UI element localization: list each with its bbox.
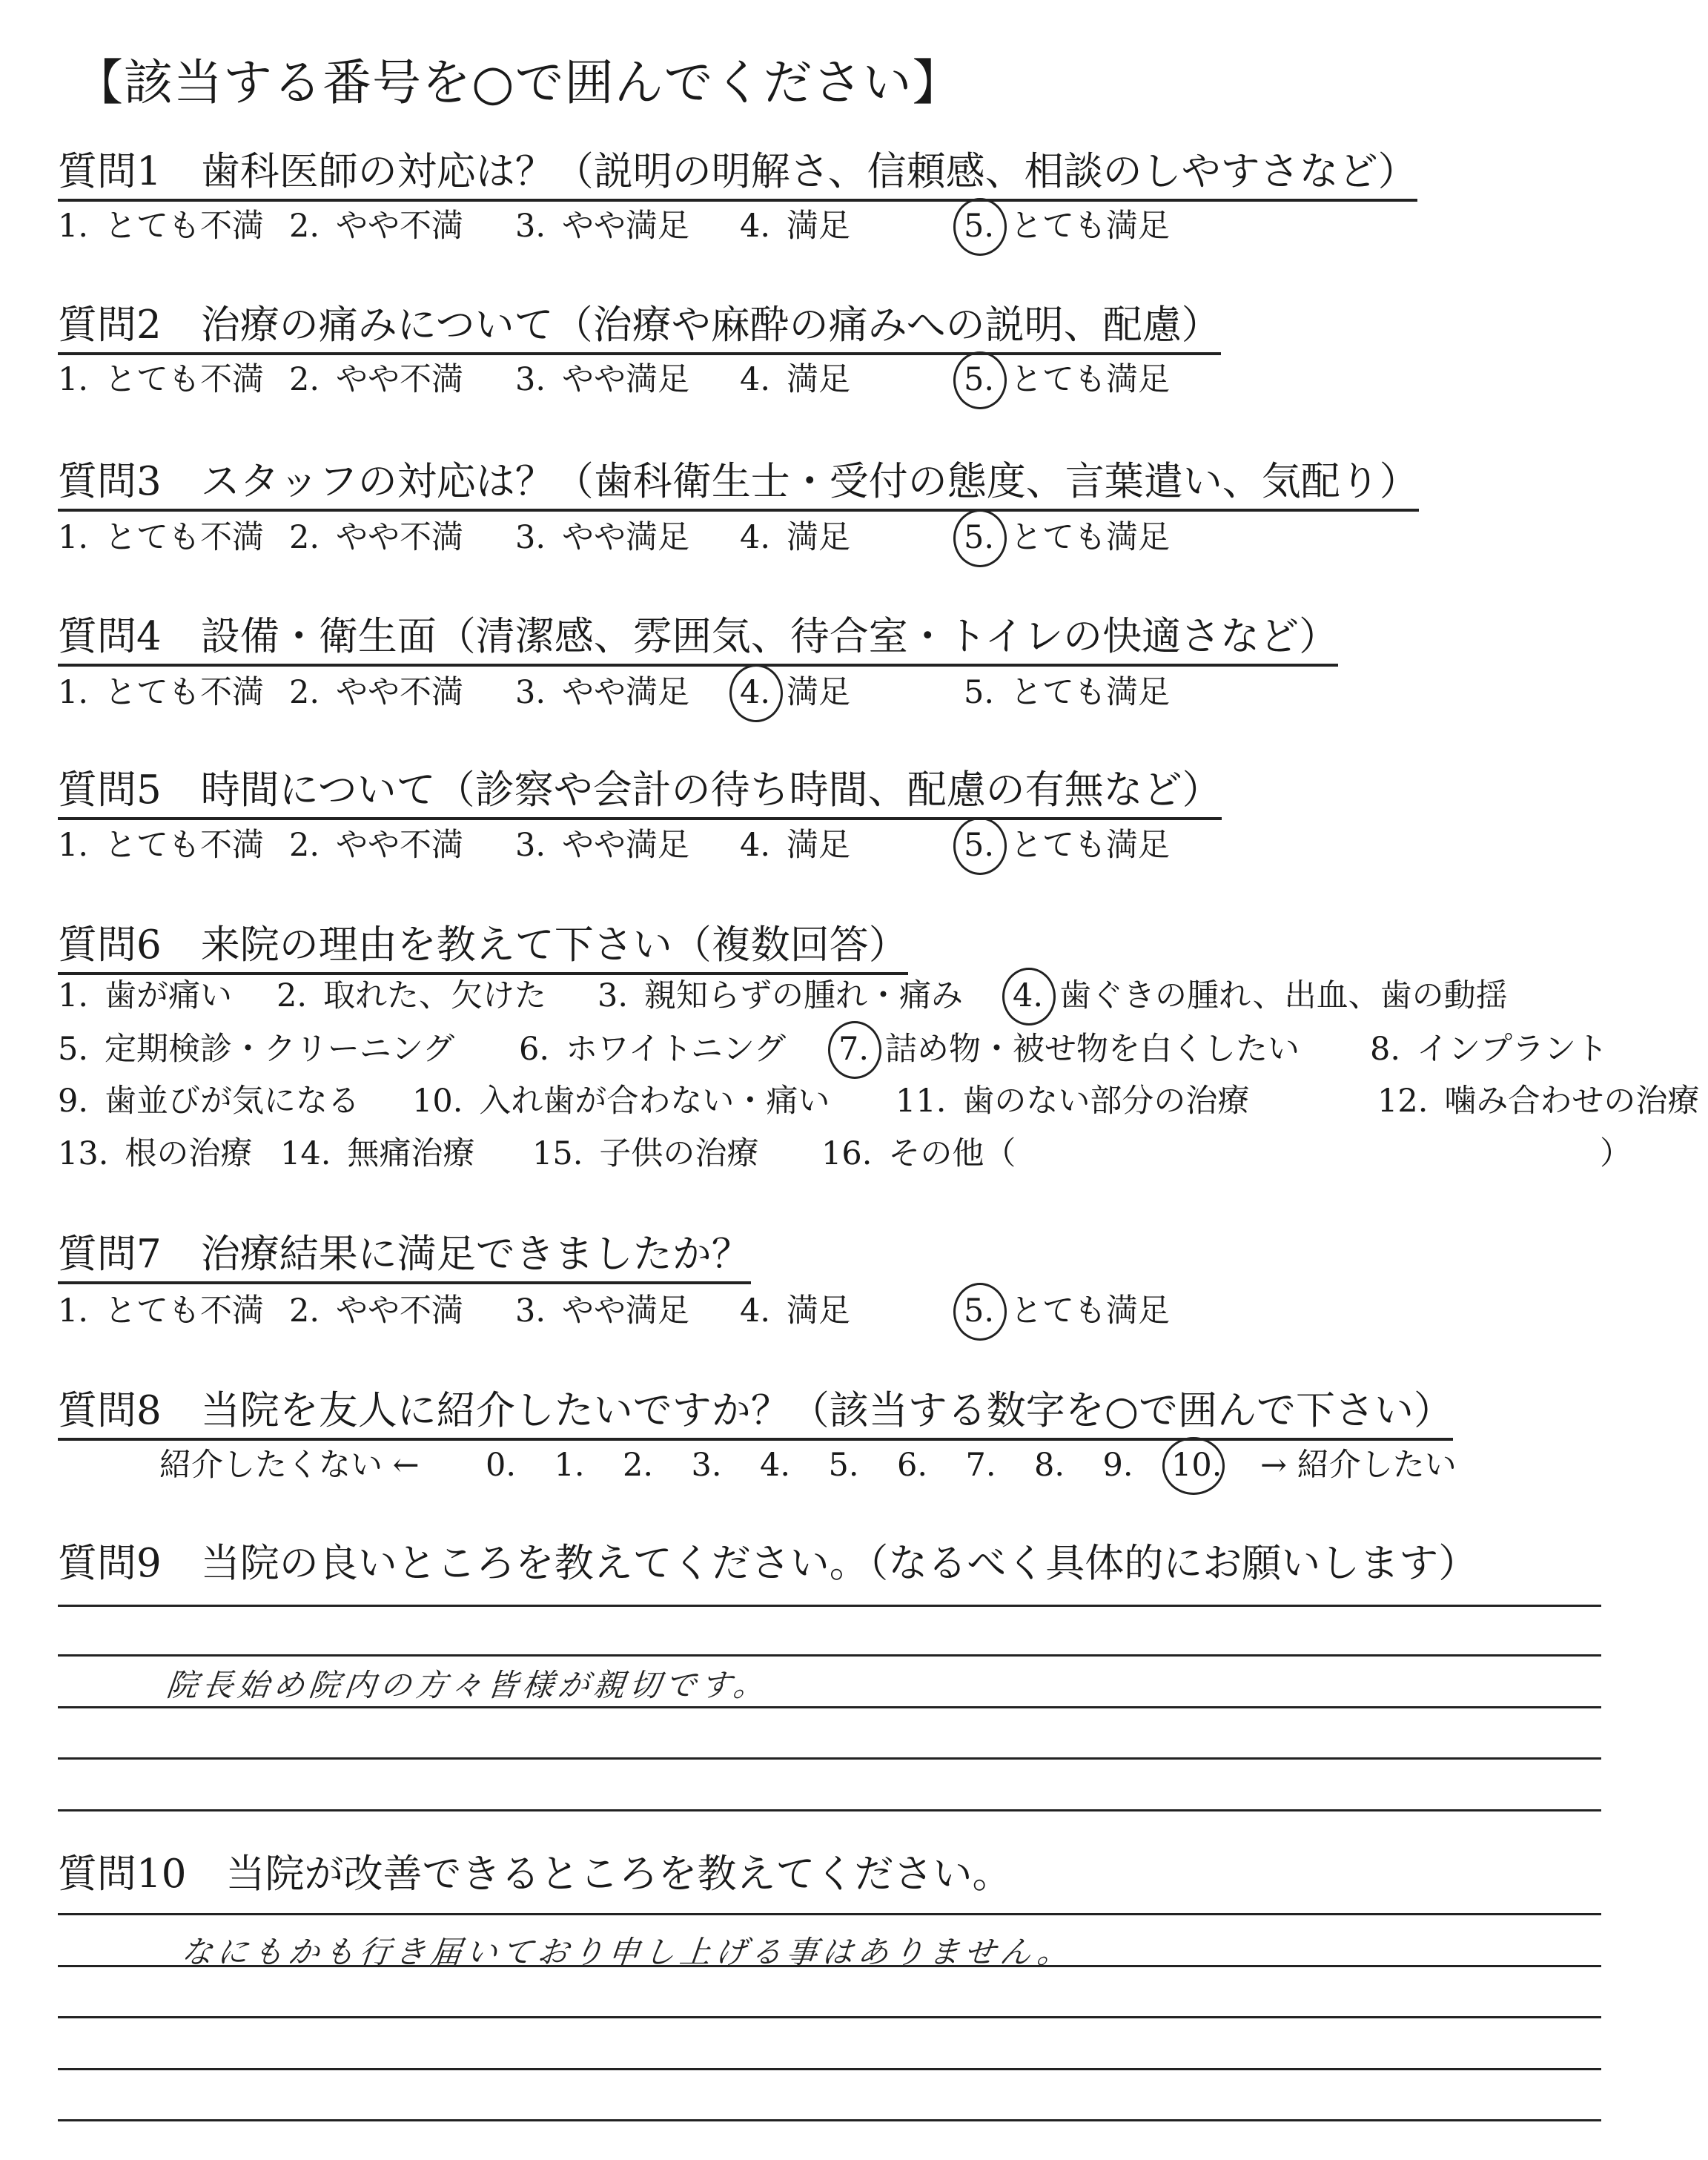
question-9-handwritten-answer: 院長始め院内の方々皆様が親切です。 — [165, 1667, 771, 1703]
answer-line — [58, 2068, 1601, 2070]
option-label: やや満足 — [562, 827, 690, 864]
option-1[interactable] — [58, 1290, 264, 1332]
option-3[interactable] — [515, 517, 689, 558]
option-number: 4. — [740, 208, 771, 245]
option-1[interactable] — [58, 517, 264, 558]
option-5[interactable] — [58, 1028, 454, 1070]
option-2[interactable] — [289, 205, 463, 247]
answer-line — [58, 1757, 1601, 1760]
option-number: 4. — [740, 519, 771, 556]
option-label: 取れた、欠けた — [323, 977, 547, 1014]
option-label: 根の治療 — [125, 1135, 253, 1172]
option-number: 2. — [277, 977, 308, 1014]
option-label: とても不満 — [105, 519, 265, 556]
option-5[interactable] — [964, 205, 1170, 247]
option-number: 4. — [740, 1292, 771, 1330]
option-number: 1. — [58, 674, 89, 711]
option-8[interactable] — [1034, 1444, 1065, 1486]
option-label: とても不満 — [105, 827, 265, 864]
option-4[interactable] — [740, 359, 850, 400]
option-number: 9. — [58, 1083, 89, 1120]
option-9[interactable] — [58, 1080, 360, 1122]
option-5[interactable] — [964, 1290, 1170, 1332]
option-0[interactable] — [486, 1444, 516, 1486]
option-number: 2. — [289, 519, 320, 556]
question-6-title: 質問6 来院の理由を教えて下さい（複数回答） — [58, 922, 908, 975]
option-label: インプラント — [1417, 1031, 1609, 1068]
option-2[interactable] — [289, 1290, 463, 1332]
option-number: 5. — [964, 359, 994, 400]
option-number: 1. — [554, 1447, 585, 1484]
option-label: やや不満 — [336, 674, 464, 711]
option-label: 歯が痛い — [105, 977, 233, 1014]
option-4[interactable] — [740, 825, 850, 866]
option-1[interactable] — [58, 975, 232, 1017]
option-label: 歯のない部分の治療 — [962, 1083, 1250, 1120]
option-label: 無痛治療 — [347, 1135, 475, 1172]
option-number: 5. — [58, 1031, 89, 1068]
option-number: 4. — [740, 827, 771, 864]
option-label: とても不満 — [105, 361, 265, 398]
option-2[interactable] — [277, 975, 546, 1017]
option-number: 2. — [289, 1292, 320, 1330]
option-number: 3. — [515, 1292, 546, 1330]
option-label: やや満足 — [562, 519, 690, 556]
scale-left-label: 紹介したくない ← — [159, 1447, 420, 1484]
option-label: とても満足 — [1010, 827, 1171, 864]
option-label: とても不満 — [105, 208, 265, 245]
option-3[interactable] — [515, 672, 689, 713]
option-1[interactable] — [58, 205, 264, 247]
option-number: 6. — [897, 1447, 928, 1484]
option-number: 3. — [515, 519, 546, 556]
option-label: 定期検診・クリーニング — [105, 1031, 455, 1068]
option-label: 子供の治療 — [599, 1135, 759, 1172]
option-number: 11. — [896, 1083, 947, 1120]
answer-line — [58, 1706, 1601, 1708]
option-10[interactable] — [1171, 1444, 1222, 1486]
option-number: 4. — [760, 1447, 791, 1484]
option-number: 2. — [289, 827, 320, 864]
option-12[interactable] — [1377, 1080, 1699, 1122]
option-number: 5. — [964, 1290, 994, 1332]
option-2[interactable] — [289, 672, 463, 713]
option-3[interactable] — [515, 205, 689, 247]
option-number: 15. — [532, 1135, 583, 1172]
option-number: 3. — [598, 977, 629, 1014]
option-number: 2. — [289, 208, 320, 245]
question-1-title: 質問1 歯科医師の対応は？（説明の明解さ、信頼感、相談のしやすさなど） — [58, 148, 1417, 202]
option-label: やや不満 — [336, 208, 464, 245]
option-label: やや満足 — [562, 208, 690, 245]
option-14[interactable] — [280, 1133, 474, 1175]
option-11[interactable] — [896, 1080, 1249, 1122]
option-number: 2. — [289, 674, 320, 711]
option-5[interactable] — [964, 517, 1170, 558]
option-label: とても不満 — [105, 1292, 265, 1330]
option-label: とても満足 — [1010, 674, 1171, 711]
question-2-title: 質問2 治療の痛みについて（治療や麻酔の痛みへの説明、配慮） — [58, 302, 1221, 355]
option-2[interactable] — [623, 1444, 653, 1486]
option-number: 2. — [289, 361, 320, 398]
option-number: 2. — [623, 1447, 654, 1484]
option-10[interactable] — [412, 1080, 830, 1122]
option-1[interactable] — [58, 825, 264, 866]
question-8-title: 質問8 当院を友人に紹介したいですか？（該当する数字を○で囲んで下さい） — [58, 1387, 1453, 1441]
option-label: やや不満 — [336, 361, 464, 398]
option-number: 10. — [1171, 1444, 1222, 1486]
answer-line — [58, 1809, 1601, 1811]
option-label: とても満足 — [1010, 208, 1171, 245]
option-label: ホワイトニング — [566, 1031, 787, 1068]
option-number: 14. — [280, 1135, 331, 1172]
option-label: 満足 — [787, 674, 851, 711]
question-5-title: 質問5 時間について（診察や会計の待ち時間、配慮の有無など） — [58, 767, 1222, 820]
option-label: 歯ぐきの腫れ、出血、歯の動揺 — [1059, 977, 1508, 1014]
option-1[interactable] — [58, 359, 264, 400]
option-4[interactable] — [740, 517, 850, 558]
option-7[interactable] — [966, 1444, 996, 1486]
option-5[interactable] — [829, 1444, 859, 1486]
option-label: やや満足 — [562, 361, 690, 398]
option-label: 満足 — [787, 208, 851, 245]
option-label: やや満足 — [562, 1292, 690, 1330]
option-label: やや満足 — [562, 674, 690, 711]
option-2[interactable] — [289, 359, 463, 400]
option-15[interactable] — [532, 1133, 758, 1175]
option-number: 5. — [964, 517, 994, 558]
question-3-title: 質問3 スタッフの対応は？（歯科衛生士・受付の態度、言葉遣い、気配り） — [58, 458, 1419, 512]
option-number: 13. — [58, 1135, 109, 1172]
other-close-paren: ） — [1600, 1135, 1632, 1172]
option-label: 噛み合わせの治療 — [1444, 1083, 1700, 1120]
option-1[interactable] — [555, 1444, 585, 1486]
option-number: 9. — [1102, 1447, 1133, 1484]
option-label: 満足 — [787, 827, 851, 864]
option-label: 歯並びが気になる — [105, 1083, 360, 1120]
option-number: 1. — [58, 208, 89, 245]
option-label: 満足 — [787, 361, 851, 398]
option-label: 入れ歯が合わない・痛い — [479, 1083, 830, 1120]
option-number: 1. — [58, 827, 89, 864]
question-4-title: 質問4 設備・衛生面（清潔感、雰囲気、待合室・トイレの快適さなど） — [58, 613, 1338, 667]
option-number: 5. — [964, 205, 994, 247]
option-label: 満足 — [787, 1292, 851, 1330]
question-9-title: 質問9 当院の良いところを教えてください。（なるべく具体的にお願いします） — [58, 1541, 1478, 1586]
option-16[interactable] — [821, 1133, 1016, 1175]
option-number: 12. — [1377, 1083, 1429, 1120]
answer-line — [58, 2119, 1601, 2121]
option-1[interactable] — [58, 672, 264, 713]
option-6[interactable] — [897, 1444, 927, 1486]
option-number: 10. — [412, 1083, 463, 1120]
option-label: とても満足 — [1010, 1292, 1171, 1330]
option-label: 満足 — [787, 519, 851, 556]
option-number: 1. — [58, 977, 89, 1014]
option-number: 8. — [1034, 1447, 1065, 1484]
option-2[interactable] — [289, 825, 463, 866]
option-label: とても不満 — [105, 674, 265, 711]
option-5[interactable] — [964, 359, 1170, 400]
option-number: 16. — [821, 1135, 873, 1172]
option-number: 3. — [515, 674, 546, 711]
option-number: 1. — [58, 519, 89, 556]
option-9[interactable] — [1103, 1444, 1133, 1486]
scale-right-label: → 紹介したい — [1260, 1447, 1457, 1484]
option-number: 7. — [965, 1447, 996, 1484]
option-number: 3. — [515, 827, 546, 864]
question-10-title: 質問10 当院が改善できるところを教えてください。 — [58, 1852, 1012, 1897]
option-4[interactable] — [740, 1290, 850, 1332]
option-5[interactable] — [964, 825, 1170, 866]
option-7[interactable] — [838, 1028, 1300, 1070]
option-6[interactable] — [519, 1028, 786, 1070]
option-label: やや不満 — [336, 1292, 464, 1330]
option-number: 6. — [519, 1031, 550, 1068]
option-3[interactable] — [692, 1444, 722, 1486]
option-number: 3. — [515, 361, 546, 398]
option-number: 1. — [58, 1292, 89, 1330]
option-label: 詰め物・被せ物を白くしたい — [885, 1031, 1300, 1068]
option-2[interactable] — [289, 517, 463, 558]
question-7-title: 質問7 治療結果に満足できましたか？ — [58, 1231, 751, 1284]
option-4[interactable] — [1013, 975, 1508, 1017]
option-number: 3. — [515, 208, 546, 245]
answer-line — [58, 1654, 1601, 1657]
answer-line — [58, 1913, 1601, 1915]
option-4[interactable] — [740, 205, 850, 247]
option-3[interactable] — [598, 975, 963, 1017]
option-label: その他（ — [888, 1135, 1016, 1172]
option-4[interactable] — [760, 1444, 790, 1486]
answer-line — [58, 2016, 1601, 2018]
option-number: 5. — [964, 674, 995, 711]
question-10-handwritten-answer: なにもかも行き届いており申し上げる事はありません。 — [179, 1934, 1075, 1970]
option-number: 0. — [486, 1447, 517, 1484]
option-number: 8. — [1370, 1031, 1401, 1068]
option-3[interactable] — [515, 359, 689, 400]
option-number: 7. — [838, 1028, 869, 1070]
option-number: 4. — [1013, 975, 1043, 1017]
option-8[interactable] — [1370, 1028, 1608, 1070]
option-13[interactable] — [58, 1133, 252, 1175]
option-3[interactable] — [515, 825, 689, 866]
option-label: 親知らずの腫れ・痛み — [644, 977, 964, 1014]
page-header: 【該当する番号を○で囲んでください】 — [74, 54, 962, 111]
option-label: とても満足 — [1010, 361, 1171, 398]
option-label: とても満足 — [1010, 519, 1171, 556]
option-number: 3. — [691, 1447, 722, 1484]
option-label: やや不満 — [336, 827, 464, 864]
option-4[interactable] — [740, 672, 850, 713]
option-5[interactable] — [964, 672, 1170, 713]
option-label: やや不満 — [336, 519, 464, 556]
option-3[interactable] — [515, 1290, 689, 1332]
answer-line — [58, 1605, 1601, 1607]
option-number: 1. — [58, 361, 89, 398]
option-number: 4. — [740, 361, 771, 398]
option-number: 5. — [964, 825, 994, 866]
option-number: 4. — [740, 672, 770, 713]
option-number: 5. — [828, 1447, 859, 1484]
